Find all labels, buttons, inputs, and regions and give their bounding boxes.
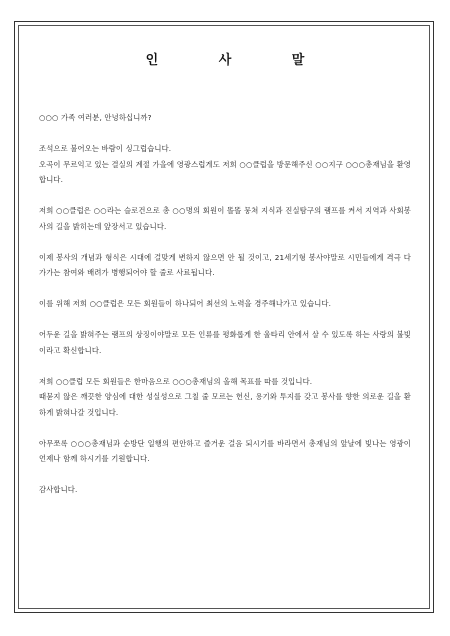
greeting-paragraph: [39, 110, 411, 126]
paragraph-line: 이제 봉사의 개념과 형식은 시대에 걸맞게 변하지 않으면 안 될 것이고, 21세기형 봉사야말로 시민들에게 격극 다가가는 참여와 배려가 병행되어야 할 줄로 사료됩니다.: [39, 252, 411, 277]
club-intro-paragraph: [39, 203, 411, 234]
paragraph-line: 오곡이 무르익고 있는 결실의 계절 가을에 영광스럽게도 저희 ○○클럽을 방문해주신 ○○지구 ○○○총재님을 환영합니다.: [39, 159, 411, 184]
paragraph-line: 때묻지 않은 깨끗한 양심에 대한 성실성으로 그칠 줄 모르는 헌신, 용기와 투지를 갖고 봉사를 향한 의로운 길을 환하게 밝혀나갈 것입니다.: [39, 392, 411, 417]
paragraph-line: 아무쪼록 ○○○총재님과 순방단 일행의 편안하고 즐거운 걸음 되시기를 바라면서 총재님의 앞날에 빛나는 영광이 언제나 함께 하시기를 기원합니다.: [39, 438, 411, 463]
paragraph-line: 어두운 길을 밝혀주는 램프의 상징이야말로 모든 인류를 평화롭게 한 울타리 안에서 살 수 있도록 하는 사랑의 불빛이라고 확신합니다.: [39, 330, 411, 355]
welcome-paragraph: [39, 141, 411, 188]
paragraph-line: 이를 위해 저희 ○○클럽은 모든 회원들이 하나되어 최선의 노력을 경주해나가고 있습니다.: [39, 299, 332, 308]
paragraph-line: 감사합니다.: [39, 485, 78, 494]
paragraph-line: 조석으로 불어오는 바람이 싱그럽습니다.: [39, 144, 172, 153]
wishes-paragraph: [39, 436, 411, 467]
page-title: 인 사 말: [145, 53, 333, 68]
letter-body: [39, 110, 411, 513]
service-concept-paragraph: [39, 250, 411, 281]
paragraph-line: 저희 ○○클럽 모든 회원들은 한마음으로 ○○○총재님의 올해 목표를 따를 것입니다.: [39, 376, 313, 386]
commitment-paragraph: [39, 374, 411, 421]
paragraph-line: 저희 ○○클럽은 ○○라는 슬로건으로 총 ○○명의 회원이 똘똘 뭉쳐 지식과 진실탐구의 램프를 켜서 지역과 사회봉사의 길을 밝히는데 앞장서고 있습니다.: [39, 206, 411, 231]
paragraph-line: ○○○ 가족 여러분, 안녕하십니까?: [39, 113, 152, 122]
effort-paragraph: [39, 296, 411, 312]
lamp-symbol-paragraph: [39, 327, 411, 358]
closing-paragraph: [39, 482, 411, 498]
